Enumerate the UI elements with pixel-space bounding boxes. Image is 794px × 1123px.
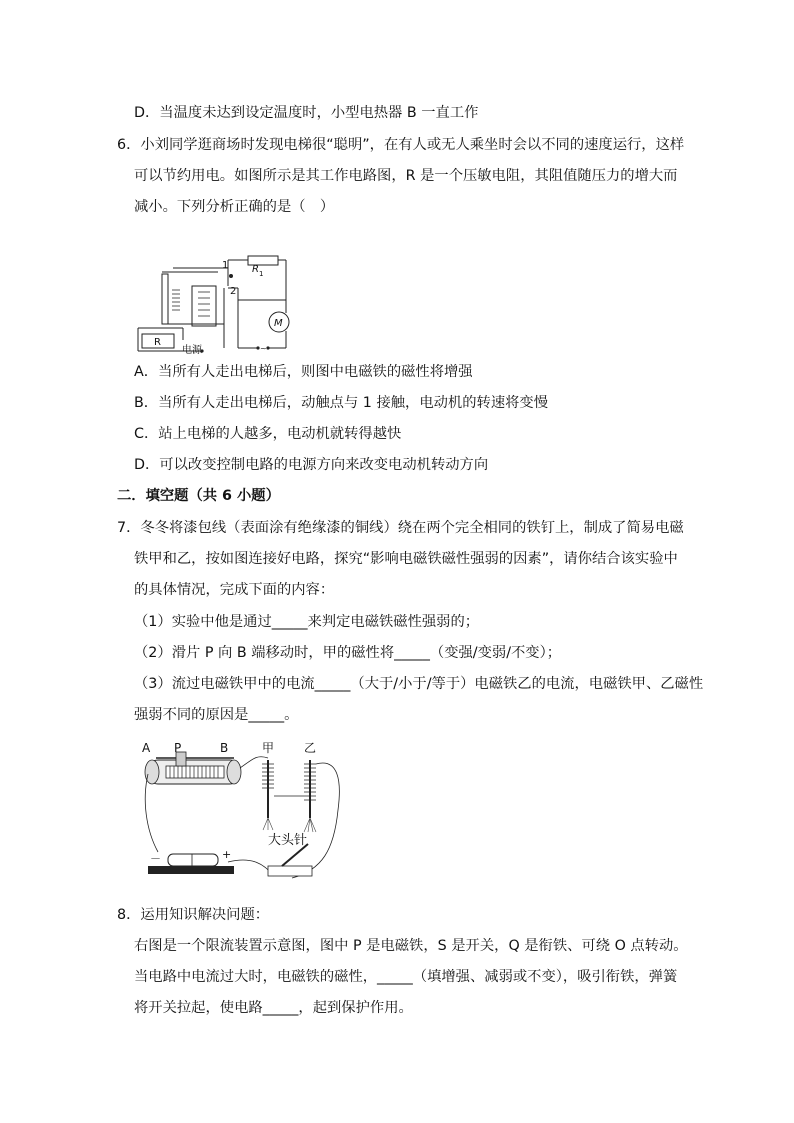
q6-label-r: R (154, 337, 161, 348)
q6-label-power: 电源 (182, 345, 202, 356)
q6-stem-line1: 6．小刘同学逛商场时发现电梯很“聪明”，在有人或无人乘坐时会以不同的速度运行，这样 (117, 137, 685, 153)
q6-label-2: 2 (230, 286, 237, 297)
q7-label-b: B (220, 741, 229, 755)
q5-option-d: D．当温度未达到设定温度时，小型电热器 B 一直工作 (134, 105, 479, 121)
q7-label-pins: 大头针 (268, 833, 308, 848)
q6-label-r1-sub: 1 (259, 270, 264, 278)
q7-sub3: （3）流过电磁铁甲中的电流_____（大于/小于/等于）电磁铁乙的电流，电磁铁甲、乙磁性 (134, 676, 704, 692)
q7-label-plus: + (222, 848, 232, 861)
q8-stem-line2: 右图是一个限流装置示意图，图中 P 是电磁铁，S 是开关，Q 是衔铁、可绕 O 点转动。 (134, 938, 688, 954)
q6-stem-line2: 可以节约用电。如图所示是其工作电路图，R 是一个压敏电阻，其阻值随压力的增大而 (134, 168, 678, 184)
q6-circuit-diagram (138, 256, 308, 356)
q7-sub2: （2）滑片 P 向 B 端移动时，甲的磁性将_____（变强/变弱/不变）； (134, 645, 562, 661)
q6-label-motor: M (274, 318, 283, 329)
q8-stem-line4: 将开关拉起，使电路_____，起到保护作用。 (134, 1000, 413, 1016)
q8-stem-line3: 当电路中电流过大时，电磁铁的磁性，_____（填增强、减弱或不变），吸引衔铁，弹簧 (134, 969, 678, 985)
q7-label-minus: － (150, 852, 161, 865)
q6-label-1: 1 (222, 260, 229, 271)
q7-label-yi: 乙 (304, 741, 317, 755)
q6-option-a: A．当所有人走出电梯后，则图中电磁铁的磁性将增强 (134, 364, 473, 380)
q7-stem-line3: 的具体情况，完成下面的内容： (134, 582, 335, 598)
q6-stem-line3: 减小。下列分析正确的是（ ） (134, 199, 335, 215)
q6-option-d: D．可以改变控制电路的电源方向来改变电动机转动方向 (134, 457, 489, 473)
q6-option-b: B．当所有人走出电梯后，动触点与 1 接触，电动机的转速将变慢 (134, 395, 549, 411)
q7-label-jia: 甲 (262, 741, 275, 755)
q7-stem-line2: 铁甲和乙，按如图连接好电路，探究“影响电磁铁磁性强弱的因素”，请你结合该实验中 (134, 551, 678, 567)
q7-sub3-cont: 强弱不同的原因是_____。 (134, 707, 299, 723)
section-title: 二．填空题（共 6 小题） (117, 488, 280, 504)
q8-stem-line1: 8．运用知识解决问题： (117, 907, 270, 923)
q7-label-a: A (142, 741, 151, 755)
q7-sub1: （1）实验中他是通过_____来判定电磁铁磁性强弱的； (134, 614, 480, 630)
q6-label-ac: ~ (260, 344, 267, 353)
q7-stem-line1: 7．冬冬将漆包线（表面涂有绝缘漆的铜线）绕在两个完全相同的铁钉上，制成了简易电磁 (117, 520, 684, 536)
q7-experiment-diagram (142, 740, 348, 888)
q6-label-r1: R (252, 264, 259, 275)
q6-option-c: C．站上电梯的人越多，电动机就转得越快 (134, 426, 402, 442)
q7-label-p: P (174, 741, 182, 755)
